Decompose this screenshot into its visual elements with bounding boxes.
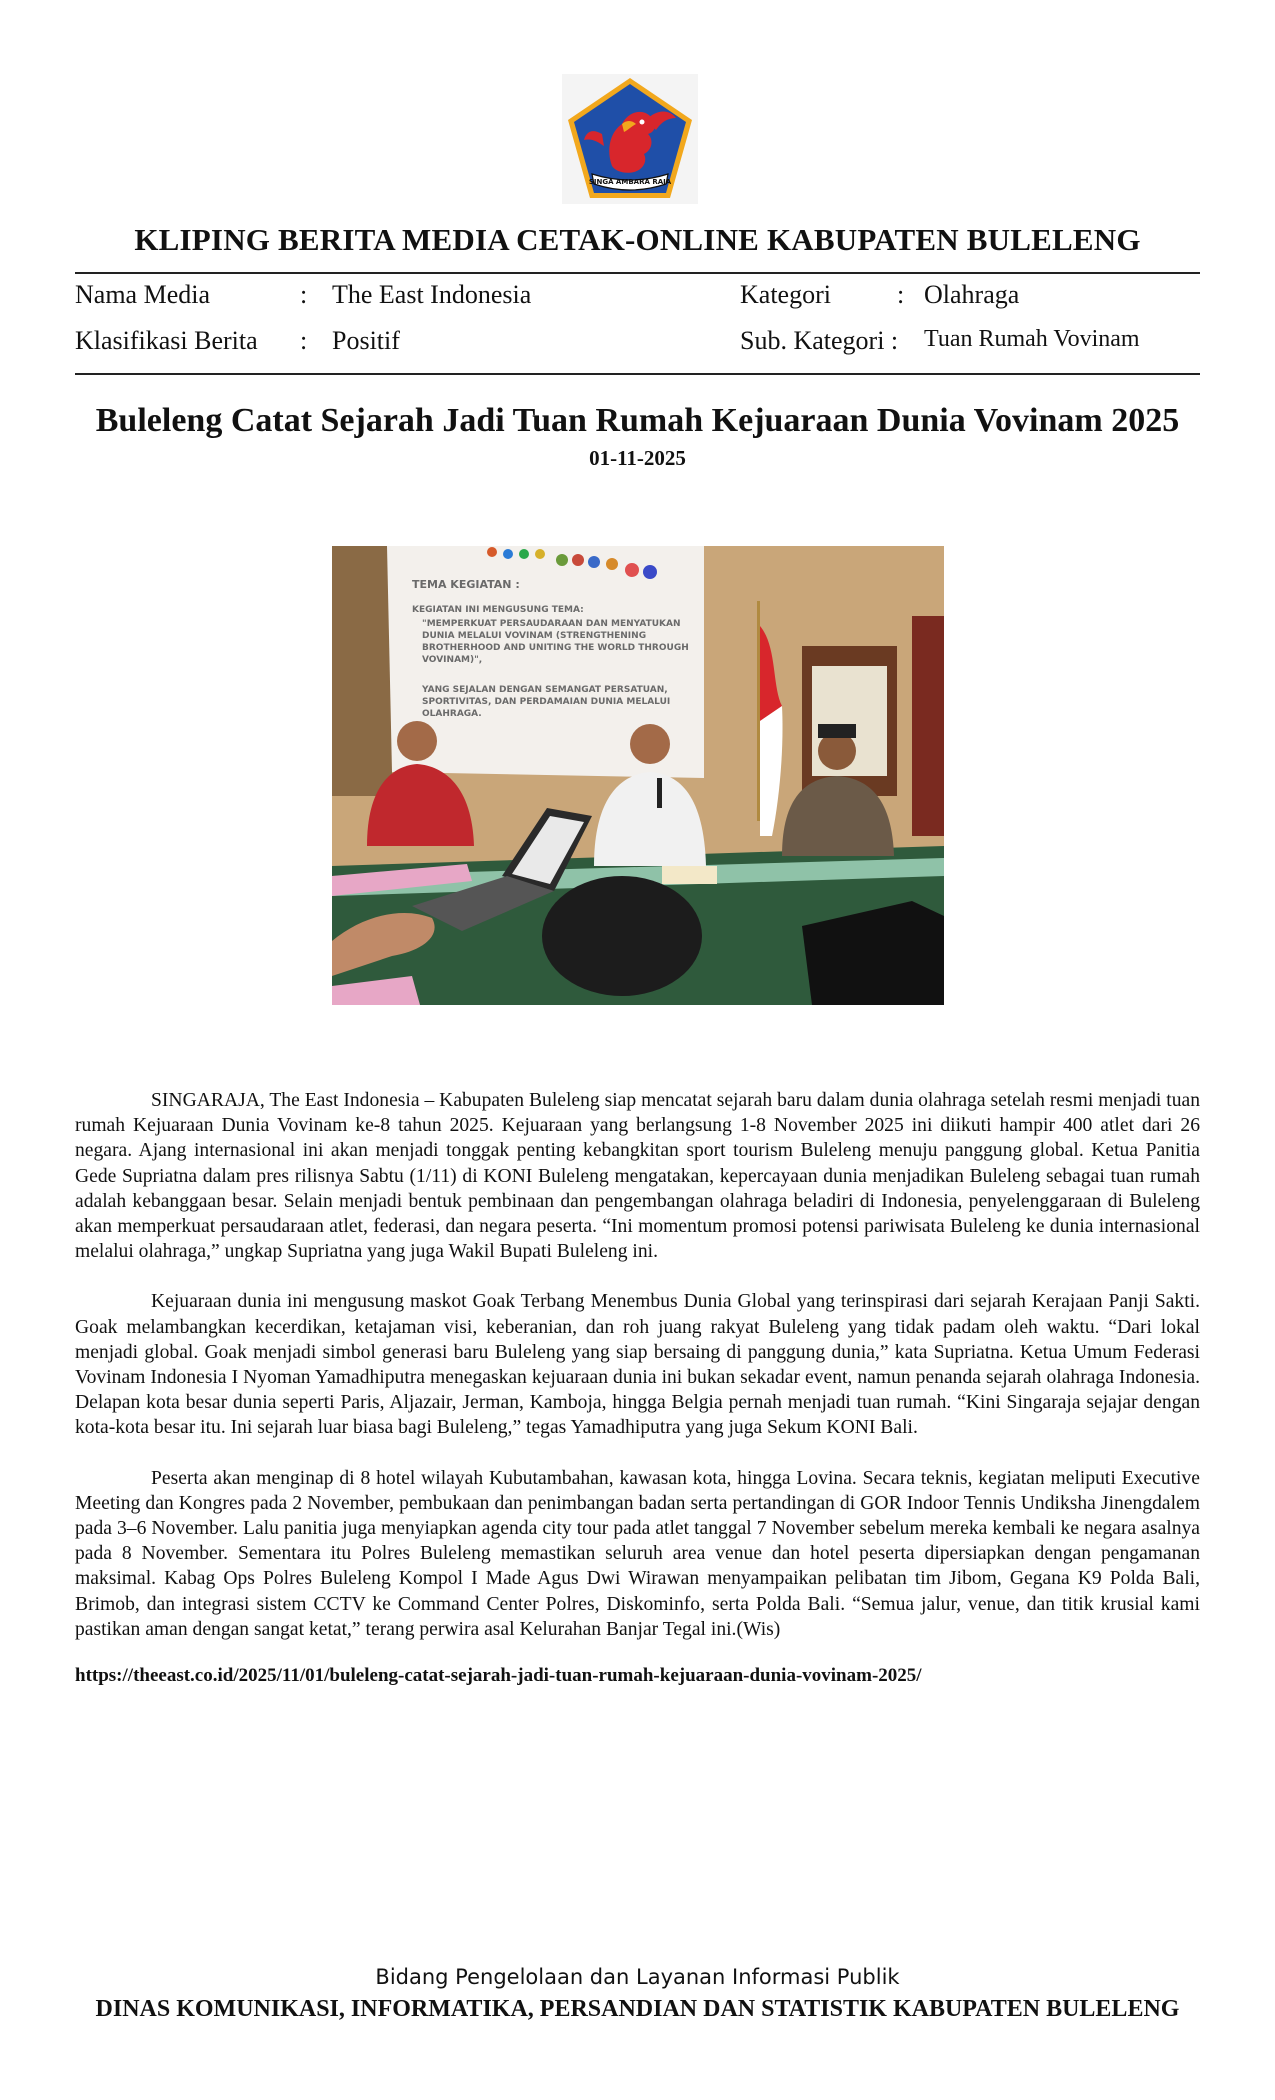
screen-line-6: YANG SEJALAN DENGAN SEMANGAT PERSATUAN, (422, 685, 668, 695)
nama-media-colon: : (300, 280, 308, 309)
kategori-label: Kategori (740, 280, 831, 309)
kategori-colon: : (897, 280, 905, 309)
klasifikasi-label: Klasifikasi Berita (75, 326, 258, 355)
klasifikasi-colon: : (300, 326, 308, 355)
singa-ambara-raja-emblem-icon (562, 74, 698, 204)
document-heading: KLIPING BERITA MEDIA CETAK-ONLINE KABUPATEN BULELENG (134, 222, 1141, 257)
screen-line-8: OLAHRAGA. (422, 709, 482, 719)
article-paragraph: SINGARAJA, The East Indonesia – Kabupaten Buleleng siap mencatat sejarah baru dalam dunia olahraga setelah resmi menjadi tuan rumah Kejuaraan Dunia Vovinam ke-8 tahun 2025. Kejuaraan yang berlangsung 1-8 November 2025 ini diikuti hampir 400 atlet dari 26 negara. Ajang internasional ini akan menjadi tonggak penting kebangkitan sport tourism Buleleng menuju panggung global. Ketua Panitia Gede Supriatna dalam pres rilisnya Sabtu (1/11) di KONI Buleleng mengatakan, kepercayaan dunia menjadikan Buleleng sebagai tuan rumah adalah kebanggaan besar. Selain menjadi bentuk pembinaan dan pengembangan olahraga beladiri di Indonesia, penyelenggaraan di Buleleng akan memperkuat persaudaraan atlet, federasi, dan negara peserta. “Ini momentum promosi potensi pariwisata Buleleng ke dunia internasional melalui olahraga,” ungkap Supriatna yang juga Wakil Bupati Buleleng ini. (75, 1090, 1200, 1263)
nama-media-value: The East Indonesia (332, 280, 532, 309)
screen-line-4: BROTHERHOOD AND UNITING THE WORLD THROUGH (422, 643, 689, 653)
screen-heading: TEMA KEGIATAN : (412, 578, 520, 591)
screen-line-1: KEGIATAN INI MENGUSUNG TEMA: (412, 605, 584, 615)
press-conference-illustration (332, 546, 944, 1005)
kategori-value: Olahraga (924, 280, 1020, 309)
screen-line-3: DUNIA MELALUI VOVINAM (STRENGTHENING (422, 631, 647, 641)
press-conference-photo (332, 546, 944, 1005)
divider-top (75, 272, 1200, 274)
divider-bottom (75, 373, 1200, 375)
footer-department: Bidang Pengelolaan dan Layanan Informasi Publik (375, 1965, 900, 1989)
sub-kategori-label: Sub. Kategori : (740, 326, 899, 355)
footer-agency: DINAS KOMUNIKASI, INFORMATIKA, PERSANDIAN DAN STATISTIK KABUPATEN BULELENG (95, 1996, 1180, 2022)
article-body (75, 1088, 1200, 1667)
nama-media-label: Nama Media (75, 280, 211, 309)
screen-line-2: "MEMPERKUAT PERSAUDARAAN DAN MENYATUKAN (422, 619, 681, 629)
klasifikasi-value: Positif (332, 326, 400, 355)
source-url-link[interactable]: https://theeast.co.id/2025/11/01/buleleng-catat-sejarah-jadi-tuan-rumah-kejuaraan-dunia-vovinam-2025/ (75, 1665, 922, 1686)
article-paragraph: Peserta akan menginap di 8 hotel wilayah Kubutambahan, kawasan kota, hingga Lovina. Secara teknis, kegiatan meliputi Executive Meeting dan Kongres pada 2 November, pembukaan dan penimbangan badan serta pertandingan di GOR Indoor Tennis Undiksha Jinengdalem pada 3–6 November. Lalu panitia juga menyiapkan agenda city tour pada atlet tanggal 7 November sebelum mereka kembali ke negara asalnya pada 8 November. Sementara itu Polres Buleleng memastikan seluruh area venue dan hotel peserta dipersiapkan dengan pengamanan maksimal. Kabag Ops Polres Buleleng Kompol I Made Agus Dwi Wirawan menyampaikan pelibatan tim Jibom, Gegana K9 Polda Bali, Brimob, dan integrasi sistem CCTV ke Command Center Polres, Diskominfo, serta Polda Bali. “Semua jalur, venue, dan titik krusial kami pastikan aman dengan sangat ketat,” terang perwira asal Kelurahan Banjar Tegal ini.(Wis) (75, 1467, 1200, 1640)
screen-line-7: SPORTIVITAS, DAN PERDAMAIAN DUNIA MELALUI (422, 697, 671, 707)
article-date: 01-11-2025 (589, 446, 686, 470)
logo-motto: SINGA AMBARA RAJA (588, 178, 672, 186)
article-title: Buleleng Catat Sejarah Jadi Tuan Rumah Kejuaraan Dunia Vovinam 2025 (95, 402, 1180, 439)
screen-line-5: VOVINAM)", (422, 655, 483, 665)
article-paragraph: Kejuaraan dunia ini mengusung maskot Goak Terbang Menembus Dunia Global yang terinspirasi dari sejarah Kerajaan Panji Sakti. Goak melambangkan kecerdikan, ketajaman visi, keberanian, dan roh juang rakyat Buleleng yang tidak padam oleh waktu. “Dari lokal menjadi global. Goak menjadi simbol generasi baru Buleleng yang siap bersaing di panggung dunia,” kata Supriatna. Ketua Umum Federasi Vovinam Indonesia I Nyoman Yamadhiputra menegaskan kejuaraan dunia ini bukan sekadar event, namun penanda sejarah olahraga Indonesia. Delapan kota besar dunia seperti Paris, Aljazair, Jerman, Kamboja, hingga Belgia pernah menjadi tuan rumah. “Kini Singaraja sejajar dengan kota-kota besar itu. Ini sejarah luar biasa bagi Buleleng,” tegas Yamadhiputra yang juga Sekum KONI Bali. (75, 1291, 1200, 1439)
kabupaten-logo (562, 74, 698, 204)
sub-kategori-value: Tuan Rumah Vovinam (924, 326, 1140, 352)
